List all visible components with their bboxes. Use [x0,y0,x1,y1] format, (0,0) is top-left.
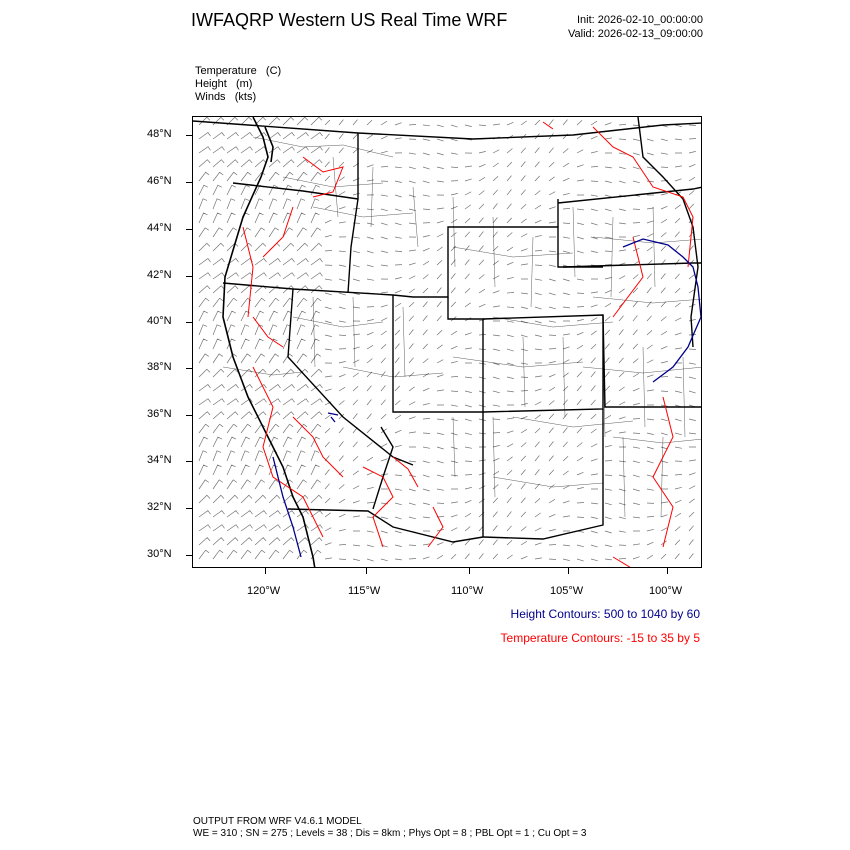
lon-tick [469,568,470,574]
init-prefix: Init: [576,14,598,26]
lon-label-110: 110°W [451,585,484,597]
map-panel [192,116,702,568]
coastline [223,117,315,568]
valid-prefix: Valid: [568,28,598,40]
legend-temperature: Temperature (C) [195,65,282,77]
map-title: IWFAQRP Western US Real Time WRF [191,10,508,30]
lat-tick [186,135,192,136]
lat-tick [186,182,192,183]
lon-tick [568,568,569,574]
footer-model-line: OUTPUT FROM WRF V4.6.1 MODEL [193,816,362,827]
init-time [577,14,703,26]
lat-tick [186,555,192,556]
lon-label-105: 105°W [550,585,584,597]
lat-label-46: 46°N [147,175,172,187]
lat-label-44: 44°N [147,222,172,234]
legend-winds: Winds (kts) [195,91,257,103]
lat-label-36: 36°N [147,408,172,420]
lat-label-42: 42°N [147,269,172,281]
height-contour-note: Height Contours: 500 to 1040 by 60 [510,607,700,621]
lat-label-34: 34°N [147,454,172,466]
county-lines [223,137,702,517]
lat-label-40: 40°N [147,315,172,327]
map-canvas [193,117,702,568]
lat-tick [186,368,192,369]
valid-value: 2026-02-13_09:00:00 [597,28,703,40]
height-contours [273,239,701,557]
legend-height: Height (m) [195,78,253,90]
wind-barbs [199,117,696,561]
temperature-contours [243,122,693,568]
lat-tick [186,508,192,509]
lon-tick [366,568,367,574]
lon-tick [265,568,266,574]
lat-tick [186,415,192,416]
lat-tick [186,322,192,323]
lat-label-32: 32°N [147,501,172,513]
valid-time [568,28,703,40]
lon-tick [667,568,668,574]
field-legend [195,65,281,104]
lat-tick [186,461,192,462]
lon-label-100: 100°W [649,585,683,597]
lat-label-38: 38°N [147,361,172,373]
temperature-contour-note: Temperature Contours: -15 to 35 by 5 [500,631,700,645]
lon-label-120: 120°W [247,585,281,597]
lat-tick [186,276,192,277]
lat-label-30: 30°N [147,548,172,560]
init-value: 2026-02-10_00:00:00 [597,14,703,26]
lat-label-48: 48°N [147,128,172,140]
lat-tick [186,229,192,230]
wind-barb-pattern [199,117,696,561]
footer-config-line: WE = 310 ; SN = 275 ; Levels = 38 ; Dis = 8km ; Phys Opt = 8 ; PBL Opt = 1 ; Cu Opt = 3 [193,828,587,839]
lon-label-115: 115°W [348,585,381,597]
